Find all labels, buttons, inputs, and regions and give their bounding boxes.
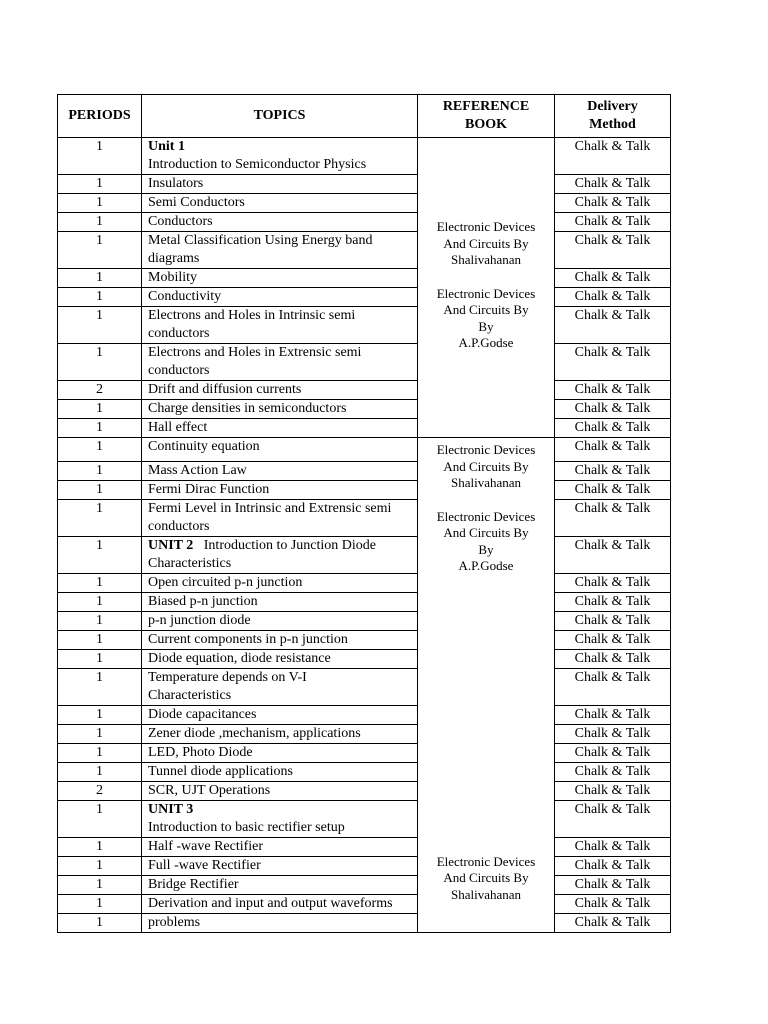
reference-spacer [418, 492, 554, 509]
periods-cell: 1 [58, 838, 142, 857]
reference-book-line: And Circuits By [443, 302, 529, 317]
topic-cell [142, 763, 418, 782]
delivery-method-cell: Chalk & Talk [555, 381, 671, 400]
table-row [58, 706, 671, 725]
topic-cell [142, 438, 418, 462]
topic-text: Zener diode ,mechanism, applications [148, 726, 361, 741]
table-row [58, 631, 671, 650]
topic-cell [142, 344, 418, 381]
topic-cell [142, 801, 418, 838]
topic-text: Half -wave Rectifier [148, 839, 264, 854]
topic-text: Introduction to Semiconductor Physics [148, 157, 367, 172]
topic-cell [142, 876, 418, 895]
table-row [58, 307, 671, 344]
topic-cell [142, 593, 418, 612]
topic-cell [142, 631, 418, 650]
topic-cell [142, 650, 418, 669]
topic-text: Temperature depends on V-I [148, 670, 307, 685]
topic-text: Conductivity [148, 289, 222, 304]
topic-cell [142, 725, 418, 744]
delivery-method-cell: Chalk & Talk [555, 232, 671, 269]
delivery-method-cell: Chalk & Talk [555, 438, 671, 462]
syllabus-document [57, 94, 670, 933]
table-row [58, 194, 671, 213]
topic-cell [142, 669, 418, 706]
periods-cell: 1 [58, 857, 142, 876]
unit-label: UNIT 3 [148, 802, 194, 817]
periods-cell: 1 [58, 213, 142, 232]
delivery-method-cell: Chalk & Talk [555, 876, 671, 895]
periods-cell: 1 [58, 669, 142, 706]
topic-text: Insulators [148, 176, 204, 191]
table-row [58, 288, 671, 307]
delivery-method-cell: Chalk & Talk [555, 669, 671, 706]
topic-text: Introduction to basic rectifier setup [148, 820, 345, 835]
topic-text: Mass Action Law [148, 463, 247, 478]
table-row [58, 213, 671, 232]
periods-cell: 1 [58, 419, 142, 438]
periods-cell: 1 [58, 914, 142, 933]
topic-cell [142, 782, 418, 801]
periods-cell: 1 [58, 481, 142, 500]
reference-book-line: Electronic Devices [436, 219, 536, 234]
periods-cell: 1 [58, 438, 142, 462]
table-row [58, 857, 671, 876]
topic-text: Biased p-n junction [148, 594, 258, 609]
periods-cell: 1 [58, 706, 142, 725]
topic-cell [142, 213, 418, 232]
table-row [58, 138, 671, 175]
delivery-method-cell: Chalk & Talk [555, 650, 671, 669]
periods-cell: 1 [58, 500, 142, 537]
delivery-method-cell: Chalk & Talk [555, 763, 671, 782]
periods-cell: 1 [58, 574, 142, 593]
unit-label: Unit 1 [148, 139, 185, 154]
topic-text: p-n junction diode [148, 613, 251, 628]
periods-cell: 1 [58, 232, 142, 269]
delivery-method-cell: Chalk & Talk [555, 782, 671, 801]
table-row [58, 419, 671, 438]
topics-header: TOPICS [142, 95, 418, 138]
table-row [58, 438, 671, 462]
reference-book-cell [418, 438, 555, 933]
delivery-method-cell: Chalk & Talk [555, 462, 671, 481]
delivery-method-cell: Chalk & Talk [555, 631, 671, 650]
table-row [58, 838, 671, 857]
reference-header-line2: BOOK [464, 117, 507, 132]
table-row [58, 537, 671, 574]
topic-cell [142, 914, 418, 933]
topic-cell [142, 612, 418, 631]
periods-cell: 1 [58, 175, 142, 194]
table-row [58, 895, 671, 914]
reference-spacer [418, 575, 554, 854]
delivery-header-line1: Delivery [587, 99, 638, 114]
table-row [58, 763, 671, 782]
delivery-method-cell: Chalk & Talk [555, 574, 671, 593]
table-row [58, 269, 671, 288]
topic-text: Fermi Level in Intrinsic and Extrensic semi [148, 501, 392, 516]
topic-text: Diode capacitances [148, 707, 257, 722]
reference-book-line: Electronic Devices [436, 853, 536, 869]
table-row [58, 782, 671, 801]
topic-cell [142, 744, 418, 763]
periods-cell: 1 [58, 307, 142, 344]
periods-cell: 1 [58, 744, 142, 763]
delivery-method-cell: Chalk & Talk [555, 706, 671, 725]
periods-cell: 1 [58, 876, 142, 895]
topic-cell [142, 462, 418, 481]
delivery-method-cell: Chalk & Talk [555, 213, 671, 232]
topic-cell [142, 400, 418, 419]
topic-cell [142, 307, 418, 344]
delivery-method-cell: Chalk & Talk [555, 744, 671, 763]
topic-text: Mobility [148, 270, 198, 285]
reference-book-line: Shalivahanan [450, 252, 522, 267]
periods-cell: 1 [58, 400, 142, 419]
topic-text-continued: diagrams [148, 251, 200, 266]
table-row [58, 175, 671, 194]
topic-cell [142, 232, 418, 269]
periods-cell: 1 [58, 288, 142, 307]
periods-cell: 1 [58, 725, 142, 744]
topic-text: LED, Photo Diode [148, 745, 253, 760]
table-body [58, 138, 671, 933]
topic-cell [142, 138, 418, 175]
topic-text: Drift and diffusion currents [148, 382, 302, 397]
periods-cell: 1 [58, 537, 142, 574]
topic-cell [142, 269, 418, 288]
reference-book-line: And Circuits By [443, 870, 529, 885]
topic-text: Bridge Rectifier [148, 877, 239, 892]
topic-text: Current components in p-n junction [148, 632, 348, 647]
reference-book-line: And Circuits By [443, 525, 529, 540]
table-row [58, 914, 671, 933]
delivery-method-cell: Chalk & Talk [555, 838, 671, 857]
topic-text: Electrons and Holes in Extrensic semi [148, 345, 362, 360]
topic-text: Tunnel diode applications [148, 764, 293, 779]
table-row [58, 574, 671, 593]
topic-cell [142, 537, 418, 574]
delivery-method-cell: Chalk & Talk [555, 307, 671, 344]
topic-text: Hall effect [148, 420, 208, 435]
reference-book-cell [418, 138, 555, 438]
periods-header: PERIODS [58, 95, 142, 138]
topic-text: Metal Classification Using Energy band [148, 233, 373, 248]
topic-text: Derivation and input and output waveforms [148, 896, 393, 911]
topic-cell [142, 500, 418, 537]
topic-text-continued: conductors [148, 519, 210, 534]
periods-cell: 1 [58, 194, 142, 213]
periods-cell: 1 [58, 801, 142, 838]
reference-book-line: A.P.Godse [458, 558, 514, 573]
header-row [58, 95, 671, 138]
delivery-method-cell: Chalk & Talk [555, 138, 671, 175]
topic-text-continued: conductors [148, 326, 210, 341]
topic-text: Semi Conductors [148, 195, 245, 210]
topic-cell [142, 381, 418, 400]
reference-list [418, 438, 554, 903]
delivery-method-header [555, 95, 671, 138]
reference-book-line: And Circuits By [443, 235, 529, 251]
periods-cell: 1 [58, 895, 142, 914]
delivery-method-cell: Chalk & Talk [555, 288, 671, 307]
table-row [58, 669, 671, 706]
reference-book-line: A.P.Godse [458, 335, 514, 350]
reference-book-line: Shalivahanan [450, 886, 522, 902]
delivery-method-cell: Chalk & Talk [555, 593, 671, 612]
topic-cell [142, 481, 418, 500]
delivery-method-cell: Chalk & Talk [555, 914, 671, 933]
topic-text: Charge densities in semiconductors [148, 401, 347, 416]
topic-cell [142, 706, 418, 725]
delivery-method-cell: Chalk & Talk [555, 269, 671, 288]
table-row [58, 344, 671, 381]
periods-cell: 1 [58, 612, 142, 631]
topic-text: SCR, UJT Operations [148, 783, 271, 798]
delivery-method-cell: Chalk & Talk [555, 857, 671, 876]
table-row [58, 481, 671, 500]
reference-book-line: By [478, 318, 494, 334]
topic-text: Conductors [148, 214, 213, 229]
topic-text: Electrons and Holes in Intrinsic semi [148, 308, 356, 323]
table-row [58, 500, 671, 537]
table-row [58, 462, 671, 481]
reference-book-line: By [478, 541, 494, 557]
table-row [58, 593, 671, 612]
periods-cell: 1 [58, 650, 142, 669]
delivery-method-cell: Chalk & Talk [555, 725, 671, 744]
topic-cell [142, 175, 418, 194]
topic-text: Full -wave Rectifier [148, 858, 261, 873]
topic-text: Continuity equation [148, 439, 260, 454]
delivery-method-cell: Chalk & Talk [555, 537, 671, 574]
delivery-method-cell: Chalk & Talk [555, 344, 671, 381]
topic-text: Fermi Dirac Function [148, 482, 270, 497]
reference-book-line: Electronic Devices [436, 508, 536, 524]
topic-cell [142, 194, 418, 213]
topic-text: Diode equation, diode resistance [148, 651, 331, 666]
topic-text: problems [148, 915, 201, 930]
topic-cell [142, 895, 418, 914]
topic-cell [142, 419, 418, 438]
periods-cell: 1 [58, 763, 142, 782]
periods-cell: 1 [58, 138, 142, 175]
table-row [58, 876, 671, 895]
reference-book-line: And Circuits By [443, 458, 529, 474]
periods-cell: 1 [58, 462, 142, 481]
periods-cell: 1 [58, 269, 142, 288]
delivery-method-cell: Chalk & Talk [555, 612, 671, 631]
reference-header-line1: REFERENCE [442, 99, 530, 114]
table-row [58, 232, 671, 269]
topic-text-continued: Characteristics [148, 556, 232, 571]
reference-spacer [418, 269, 554, 286]
periods-cell: 1 [58, 631, 142, 650]
periods-cell: 1 [58, 344, 142, 381]
delivery-method-cell: Chalk & Talk [555, 175, 671, 194]
topic-cell [142, 838, 418, 857]
unit-label: UNIT 2 [148, 538, 194, 553]
topic-text-continued: conductors [148, 363, 210, 378]
topic-cell [142, 574, 418, 593]
reference-book-line: Electronic Devices [436, 285, 536, 301]
table-row [58, 612, 671, 631]
delivery-method-cell: Chalk & Talk [555, 895, 671, 914]
topic-text-continued: Characteristics [148, 688, 232, 703]
topic-cell [142, 857, 418, 876]
delivery-method-cell: Chalk & Talk [555, 481, 671, 500]
delivery-method-cell: Chalk & Talk [555, 801, 671, 838]
reference-book-header [418, 95, 555, 138]
table-row [58, 400, 671, 419]
delivery-method-cell: Chalk & Talk [555, 419, 671, 438]
table-row [58, 650, 671, 669]
delivery-method-cell: Chalk & Talk [555, 500, 671, 537]
table-row [58, 744, 671, 763]
periods-cell: 2 [58, 381, 142, 400]
reference-book-line: Electronic Devices [436, 442, 536, 457]
reference-book-line: Shalivahanan [450, 475, 522, 490]
table-row [58, 381, 671, 400]
delivery-header-line2: Method [589, 117, 636, 132]
table-row [58, 725, 671, 744]
lesson-plan-table [57, 94, 671, 933]
table-row [58, 801, 671, 838]
topic-cell [142, 288, 418, 307]
periods-cell: 2 [58, 782, 142, 801]
delivery-method-cell: Chalk & Talk [555, 194, 671, 213]
reference-list [418, 138, 554, 352]
topic-text: Introduction to Junction Diode [203, 538, 377, 553]
delivery-method-cell: Chalk & Talk [555, 400, 671, 419]
periods-cell: 1 [58, 593, 142, 612]
topic-text: Open circuited p-n junction [148, 575, 303, 590]
